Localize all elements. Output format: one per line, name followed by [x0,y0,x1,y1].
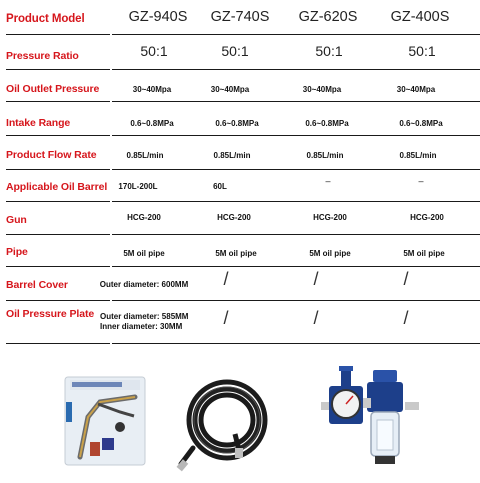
label-intake-range: Intake Range [6,117,71,129]
oil-outlet-4: 30~40Mpa [396,85,436,94]
oil-barrel-1: 170L-200L [118,182,158,191]
label-pipe: Pipe [6,246,28,258]
model-3: GZ-620S [298,9,358,25]
pressure-ratio-2: 50:1 [221,43,249,59]
oil-plate-1 [100,312,210,332]
oil-plate-3: / [313,308,319,328]
oil-outlet-3: 30~40Mpa [302,85,342,94]
product-images [0,360,480,480]
rule-row-1 [112,34,480,35]
intake-range-4: 0.6~0.8MPa [399,119,443,128]
oil-outlet-1: 30~40Mpa [132,85,172,94]
label-applicable-oil-barrel: Applicable Oil Barrel [6,181,108,193]
row-product-model [0,0,480,36]
intake-range-1: 0.6~0.8MPa [130,119,174,128]
label-product-flow-rate: Product Flow Rate [6,149,97,161]
pressure-ratio-4: 50:1 [408,43,436,59]
gun-4: HCG-200 [410,213,444,222]
oil-plate-4: / [403,308,409,328]
pipe-4: 5M oil pipe [403,249,445,258]
label-oil-pressure-plate: Oil Pressure Plate [6,308,95,320]
label-gun: Gun [6,214,27,226]
barrel-cover-3: / [313,269,319,289]
barrel-cover-4: / [403,269,409,289]
row-oil-outlet-pressure [0,70,480,103]
oil-hose-icon [175,368,275,478]
rule-row-10 [112,343,480,344]
row-oil-pressure-plate [0,301,480,346]
row-applicable-oil-barrel [0,170,480,204]
gun-1: HCG-200 [127,213,161,222]
oil-barrel-2: 60L [213,182,227,191]
row-gun [0,202,480,234]
rule-label-1 [6,34,110,35]
flow-rate-4: 0.85L/min [399,151,437,160]
row-pressure-ratio [0,36,480,70]
barrel-cover-2: / [223,269,229,289]
oil-plate-inner: Inner diameter: 30MM [100,322,183,331]
pressure-ratio-1: 50:1 [140,43,168,59]
label-product-model: Product Model [6,13,85,25]
rule-label-10 [6,343,110,344]
gun-3: HCG-200 [313,213,347,222]
barrel-cover-1: Outer diameter: 600MM [99,280,189,289]
intake-range-3: 0.6~0.8MPa [305,119,349,128]
oil-plate-2: / [223,308,229,328]
air-filter-regulator-icon [315,362,425,472]
oil-plate-outer: Outer diameter: 585MM [100,312,189,321]
flow-rate-3: 0.85L/min [306,151,344,160]
label-barrel-cover: Barrel Cover [6,279,68,291]
pipe-2: 5M oil pipe [215,249,257,258]
row-pipe [0,235,480,267]
model-4: GZ-400S [390,9,450,25]
row-product-flow-rate [0,136,480,170]
flow-rate-1: 0.85L/min [126,151,164,160]
gun-2: HCG-200 [217,213,251,222]
label-oil-outlet-pressure: Oil Outlet Pressure [6,83,100,95]
pipe-3: 5M oil pipe [309,249,351,258]
pressure-ratio-3: 50:1 [315,43,343,59]
pipe-1: 5M oil pipe [123,249,165,258]
intake-range-2: 0.6~0.8MPa [215,119,259,128]
oil-outlet-2: 30~40Mpa [210,85,250,94]
flow-rate-2: 0.85L/min [213,151,251,160]
row-barrel-cover [0,267,480,301]
model-2: GZ-740S [210,9,270,25]
oil-barrel-4: – [418,176,424,186]
grease-gun-icon [60,372,155,472]
row-intake-range [0,102,480,136]
model-1: GZ-940S [128,9,188,25]
oil-barrel-3: – [325,176,331,186]
label-pressure-ratio: Pressure Ratio [6,50,79,62]
